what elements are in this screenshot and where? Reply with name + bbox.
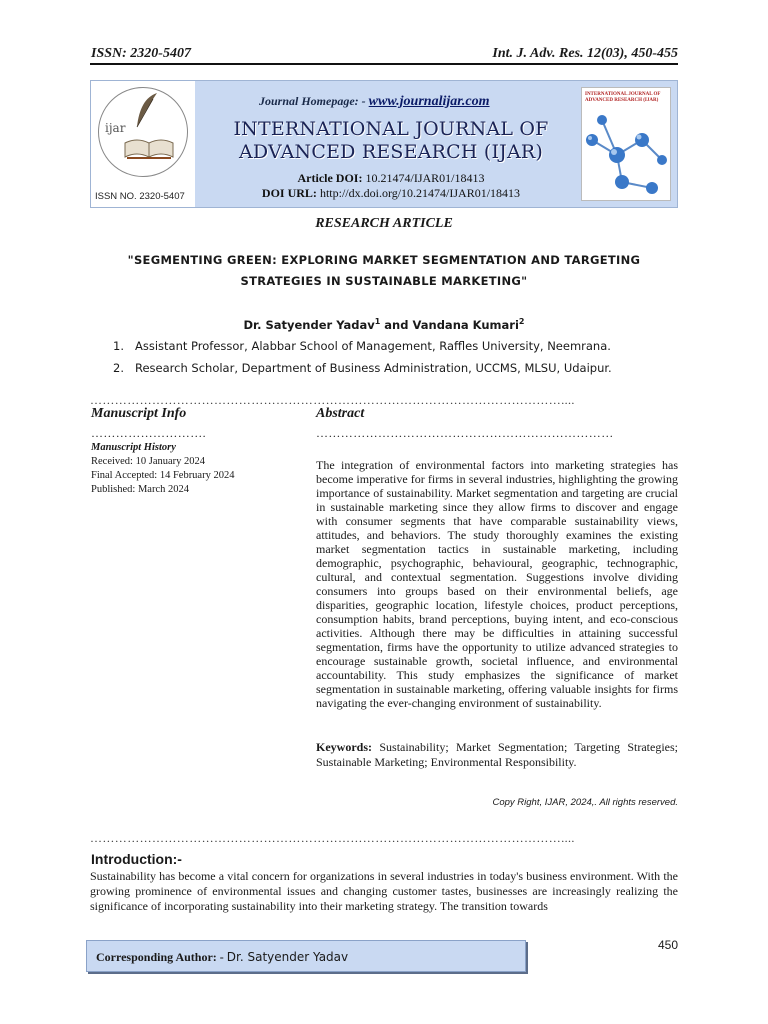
author-2: Vandana Kumari [412, 317, 519, 332]
corresponding-author [96, 950, 348, 965]
doi-url-label: DOI URL: [261, 186, 317, 200]
abstract-body: The integration of environmental factors into marketing strategies has become imperative for firms in several industries, highlighting the growing importance of sustainability. Market segmentation and targeting are crucial in sustainable marketing since they allow firms to discover and engage with consumer segments that have comparable sustainability views, attitudes, and behaviors. The study thoroughly examines the existing market segmentation tactics in sustainable marketing, including demographic, psychographic, behavioural, geographic, technographic, cultural, and contextual segmentation. Suggestions involve dividing consumers into groups based on their environmental beliefs, age disparities, geographic location, lifestyle choices, product perceptions, consumption habits, brand perceptions, buying intent, and eco-conscious activities. Although there may be difficulties in attaining successful segmentation, firms have the opportunity to utilize advanced strategies to encourage sustainable growth, societal influence, and environmental accountability. This study emphasizes the significance of market segmentation in sustainable marketing, offering valuable insights for firms navigating the ever-changing environment of sustainability. [316, 458, 678, 710]
affiliation-text: Assistant Professor, Alabbar School of Management, Raffles University, Neemrana. [135, 339, 611, 353]
doi-block [201, 171, 581, 201]
keywords [316, 740, 678, 769]
paper-title [100, 250, 668, 292]
doi-value: 10.21474/IJAR01/18413 [365, 171, 485, 185]
author-2-sup: 2 [518, 317, 525, 326]
affiliation-1 [113, 339, 611, 353]
article-type: RESEARCH ARTICLE [315, 216, 453, 231]
separator-bottom: …………………………………………………………………………………………………….... [90, 832, 575, 844]
affiliation-2 [113, 361, 612, 375]
keywords-label: Keywords: [316, 740, 372, 754]
corresponding-label: Corresponding Author: - [96, 950, 224, 964]
book-icon [123, 135, 175, 161]
affiliation-num: 2. [113, 361, 124, 375]
manuscript-history-label: Manuscript History [91, 442, 176, 453]
doi-label: Article DOI: [297, 171, 363, 185]
affiliation-num: 1. [113, 339, 124, 353]
manuscript-info-heading: Manuscript Info [91, 406, 187, 421]
published-date: Published: March 2024 [91, 484, 189, 495]
separator-top: …………………………………………………………………………………………………….... [90, 394, 575, 406]
journal-title-line1: INTERNATIONAL JOURNAL OF [233, 118, 549, 140]
author-and: and [380, 317, 413, 332]
doi-url-link[interactable]: http://dx.doi.org/10.21474/IJAR01/18413 [319, 186, 521, 200]
homepage-label: Journal Homepage: - [259, 94, 366, 108]
received-date: Received: 10 January 2024 [91, 456, 206, 467]
cover-title: INTERNATIONAL JOURNAL OF ADVANCED RESEARCH (IJAR) [585, 92, 661, 103]
journal-cover-thumbnail [581, 87, 671, 201]
journal-title [201, 118, 581, 164]
journal-logo [91, 81, 195, 207]
journal-homepage [259, 94, 490, 110]
paper-title-line2: STRATEGIES IN SUSTAINABLE MARKETING" [240, 274, 528, 288]
journal-reference: Int. J. Adv. Res. 12(03), 450-455 [492, 46, 678, 61]
issn-header: ISSN: 2320-5407 [91, 46, 191, 61]
header-rule [90, 63, 678, 65]
abstract-heading: Abstract [316, 406, 365, 421]
corresponding-author-box [86, 940, 526, 972]
logo-issn: ISSN NO. 2320-5407 [95, 191, 185, 202]
author-1-sup: 1 [374, 317, 381, 326]
page-number: 450 [657, 938, 678, 952]
introduction-body: Sustainability has become a vital concern for organizations in several industries in today's business environment. With the growing prominence of environmental issues and changing customer tastes, businesses are increasingly realizing the significance of incorporating sustainability into their marketing strategy. The transition towards [90, 869, 678, 913]
journal-title-line2: ADVANCED RESEARCH (IJAR) [238, 141, 544, 163]
molecule-icon [582, 110, 671, 201]
author-1: Dr. Satyender Yadav [243, 317, 375, 332]
manuscript-dots: ………………………. [91, 426, 206, 440]
homepage-link[interactable]: www.journalijar.com [368, 94, 490, 109]
logo-text: ijar [105, 121, 126, 135]
authors [0, 317, 768, 332]
affiliation-text: Research Scholar, Department of Business Administration, UCCMS, MLSU, Udaipur. [135, 361, 612, 375]
journal-banner [90, 80, 678, 208]
quill-icon [131, 91, 161, 131]
introduction-heading: Introduction:- [91, 851, 182, 867]
abstract-dots: ……………………………………………………………… [316, 426, 614, 440]
copyright-notice: Copy Right, IJAR, 2024,. All rights reserved. [492, 797, 678, 808]
manuscript-history [91, 441, 234, 497]
keywords-list: Sustainability; Market Segmentation; Targeting Strategies; Sustainable Marketing; Environmental Responsibility. [316, 740, 679, 769]
corresponding-name: Dr. Satyender Yadav [226, 950, 349, 964]
accepted-date: Final Accepted: 14 February 2024 [91, 470, 235, 481]
paper-title-line1: "SEGMENTING GREEN: EXPLORING MARKET SEGMENTATION AND TARGETING [127, 253, 641, 267]
